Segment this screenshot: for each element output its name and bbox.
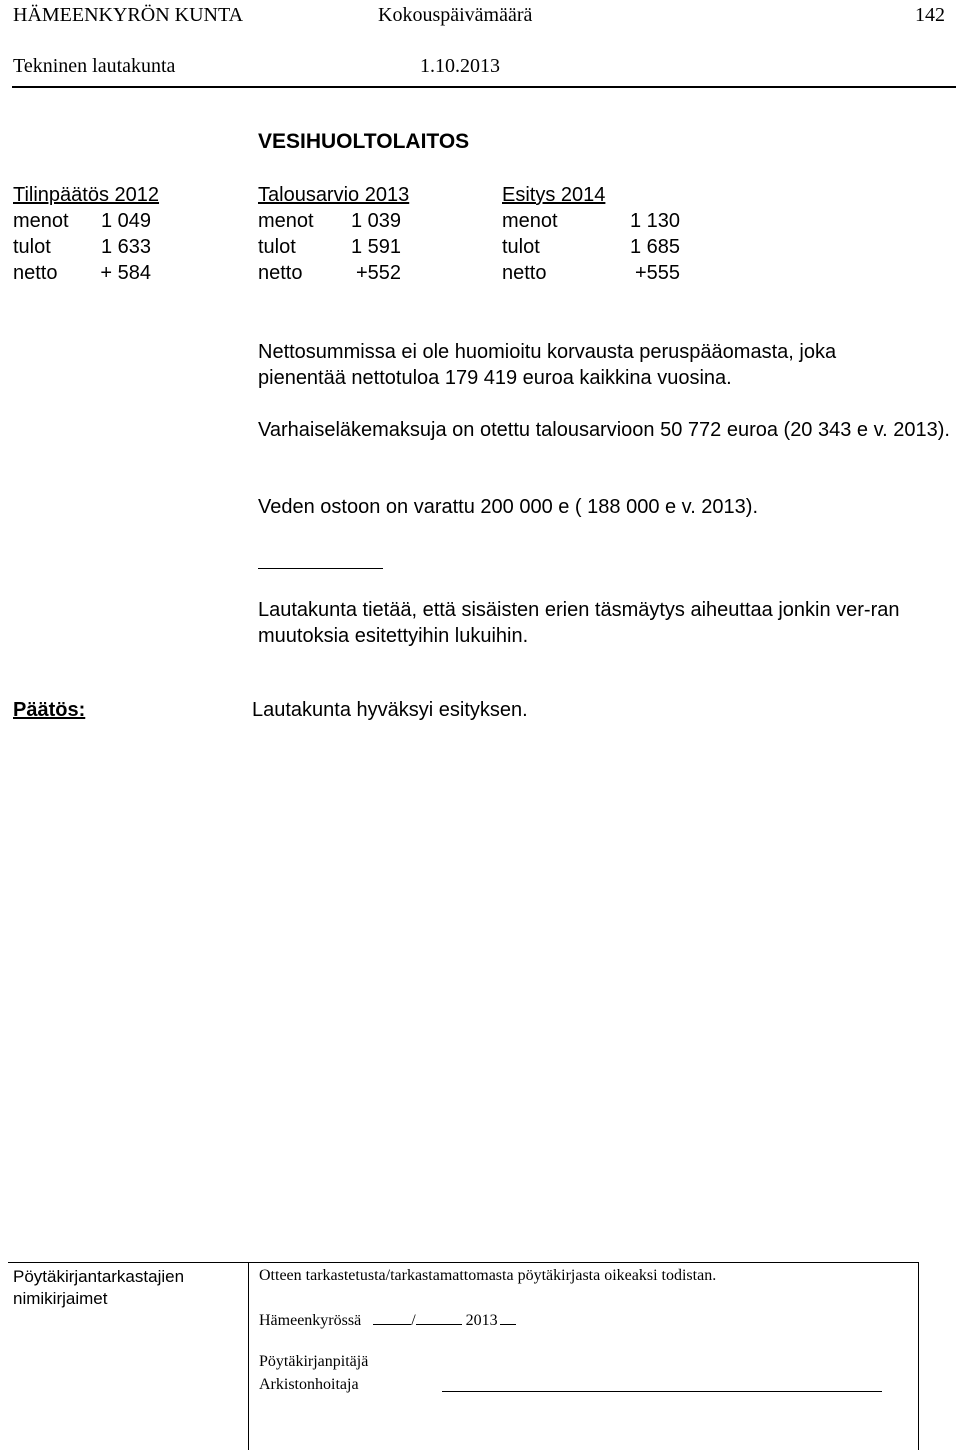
budget-row-label: menot (502, 210, 558, 232)
budget-row-label: netto (13, 262, 58, 284)
budget-row-label: menot (258, 210, 314, 232)
budget-row-value: 1 130 (629, 210, 680, 232)
decision-text: Lautakunta hyväksyi esityksen. (252, 699, 528, 721)
section-title: VESIHUOLTOLAITOS (258, 130, 470, 153)
year-blank (500, 1310, 516, 1325)
budget-row-label: menot (13, 210, 69, 232)
municipality-name: HÄMEENKYRÖN KUNTA (13, 4, 244, 26)
separator-line (258, 568, 383, 569)
budget-row (502, 260, 702, 286)
budget-column-2013 (258, 182, 458, 286)
budget-row (258, 260, 458, 286)
footer-certification: Otteen tarkastetusta/tarkastamattomasta pöytäkirjasta oikeaksi todistan. (259, 1267, 717, 1284)
budget-row-value: 1 685 (629, 236, 680, 258)
committee-name: Tekninen lautakunta (13, 55, 176, 77)
budget-row-value: + 584 (100, 262, 151, 284)
budget-heading: Tilinpäätös 2012 (13, 184, 160, 206)
budget-row-value: +552 (355, 262, 401, 284)
decision-label: Päätös: (13, 699, 86, 721)
budget-heading: Talousarvio 2013 (258, 184, 410, 206)
date-slash: / (411, 1312, 416, 1329)
budget-row-label: tulot (258, 236, 296, 258)
budget-row (13, 234, 213, 260)
budget-row (502, 208, 702, 234)
budget-row-value: 1 039 (350, 210, 401, 232)
budget-column-2012 (13, 182, 213, 286)
budget-column-2014 (502, 182, 702, 286)
header-divider (12, 86, 956, 88)
day-blank (373, 1310, 411, 1325)
budget-row (13, 260, 213, 286)
signer-role: Arkistonhoitaja (259, 1376, 359, 1393)
budget-row-value: 1 633 (100, 236, 151, 258)
document-type: Kokouspäivämäärä (378, 4, 533, 26)
budget-row-value: 1 591 (350, 236, 401, 258)
footer-place-date (259, 1310, 516, 1330)
meeting-date: 1.10.2013 (420, 55, 500, 77)
page-number: 142 (915, 4, 945, 26)
budget-row-label: tulot (13, 236, 51, 258)
footer-initials-label: Pöytäkirjantarkastajien nimikirjaimet (13, 1267, 185, 1308)
footer-column-divider (248, 1262, 249, 1450)
footer-right-border (918, 1262, 919, 1450)
signature-line (442, 1391, 882, 1392)
budget-row-label: netto (258, 262, 303, 284)
budget-row (13, 208, 213, 234)
budget-row-label: tulot (502, 236, 540, 258)
budget-heading: Esitys 2014 (502, 184, 606, 206)
footer-place: Hämeenkyrössä (259, 1312, 362, 1329)
note-paragraph-4: Lautakunta tietää, että sisäisten erien täsmäytys aiheuttaa jonkin ver-ran muutoksia esitettyihin lukuihin. (258, 599, 900, 647)
budget-row-value: +555 (634, 262, 680, 284)
note-paragraph-2: Varhaiseläkemaksuja on otettu talousarvioon 50 772 euroa (20 343 e v. 2013). (258, 419, 950, 441)
note-paragraph-3: Veden ostoon on varattu 200 000 e ( 188 000 e v. 2013). (258, 496, 759, 518)
budget-row (258, 234, 458, 260)
budget-row (502, 234, 702, 260)
month-blank (416, 1310, 462, 1325)
footer-year: 2013 (465, 1312, 498, 1329)
footer-top-border (8, 1262, 918, 1263)
budget-row-label: netto (502, 262, 547, 284)
note-paragraph-1: Nettosummissa ei ole huomioitu korvausta peruspääomasta, joka pienentää nettotuloa 179 419 euroa kaikkina vuosina. (258, 341, 837, 389)
signer-title: Pöytäkirjanpitäjä (259, 1353, 369, 1370)
budget-row-value: 1 049 (100, 210, 151, 232)
budget-row (258, 208, 458, 234)
